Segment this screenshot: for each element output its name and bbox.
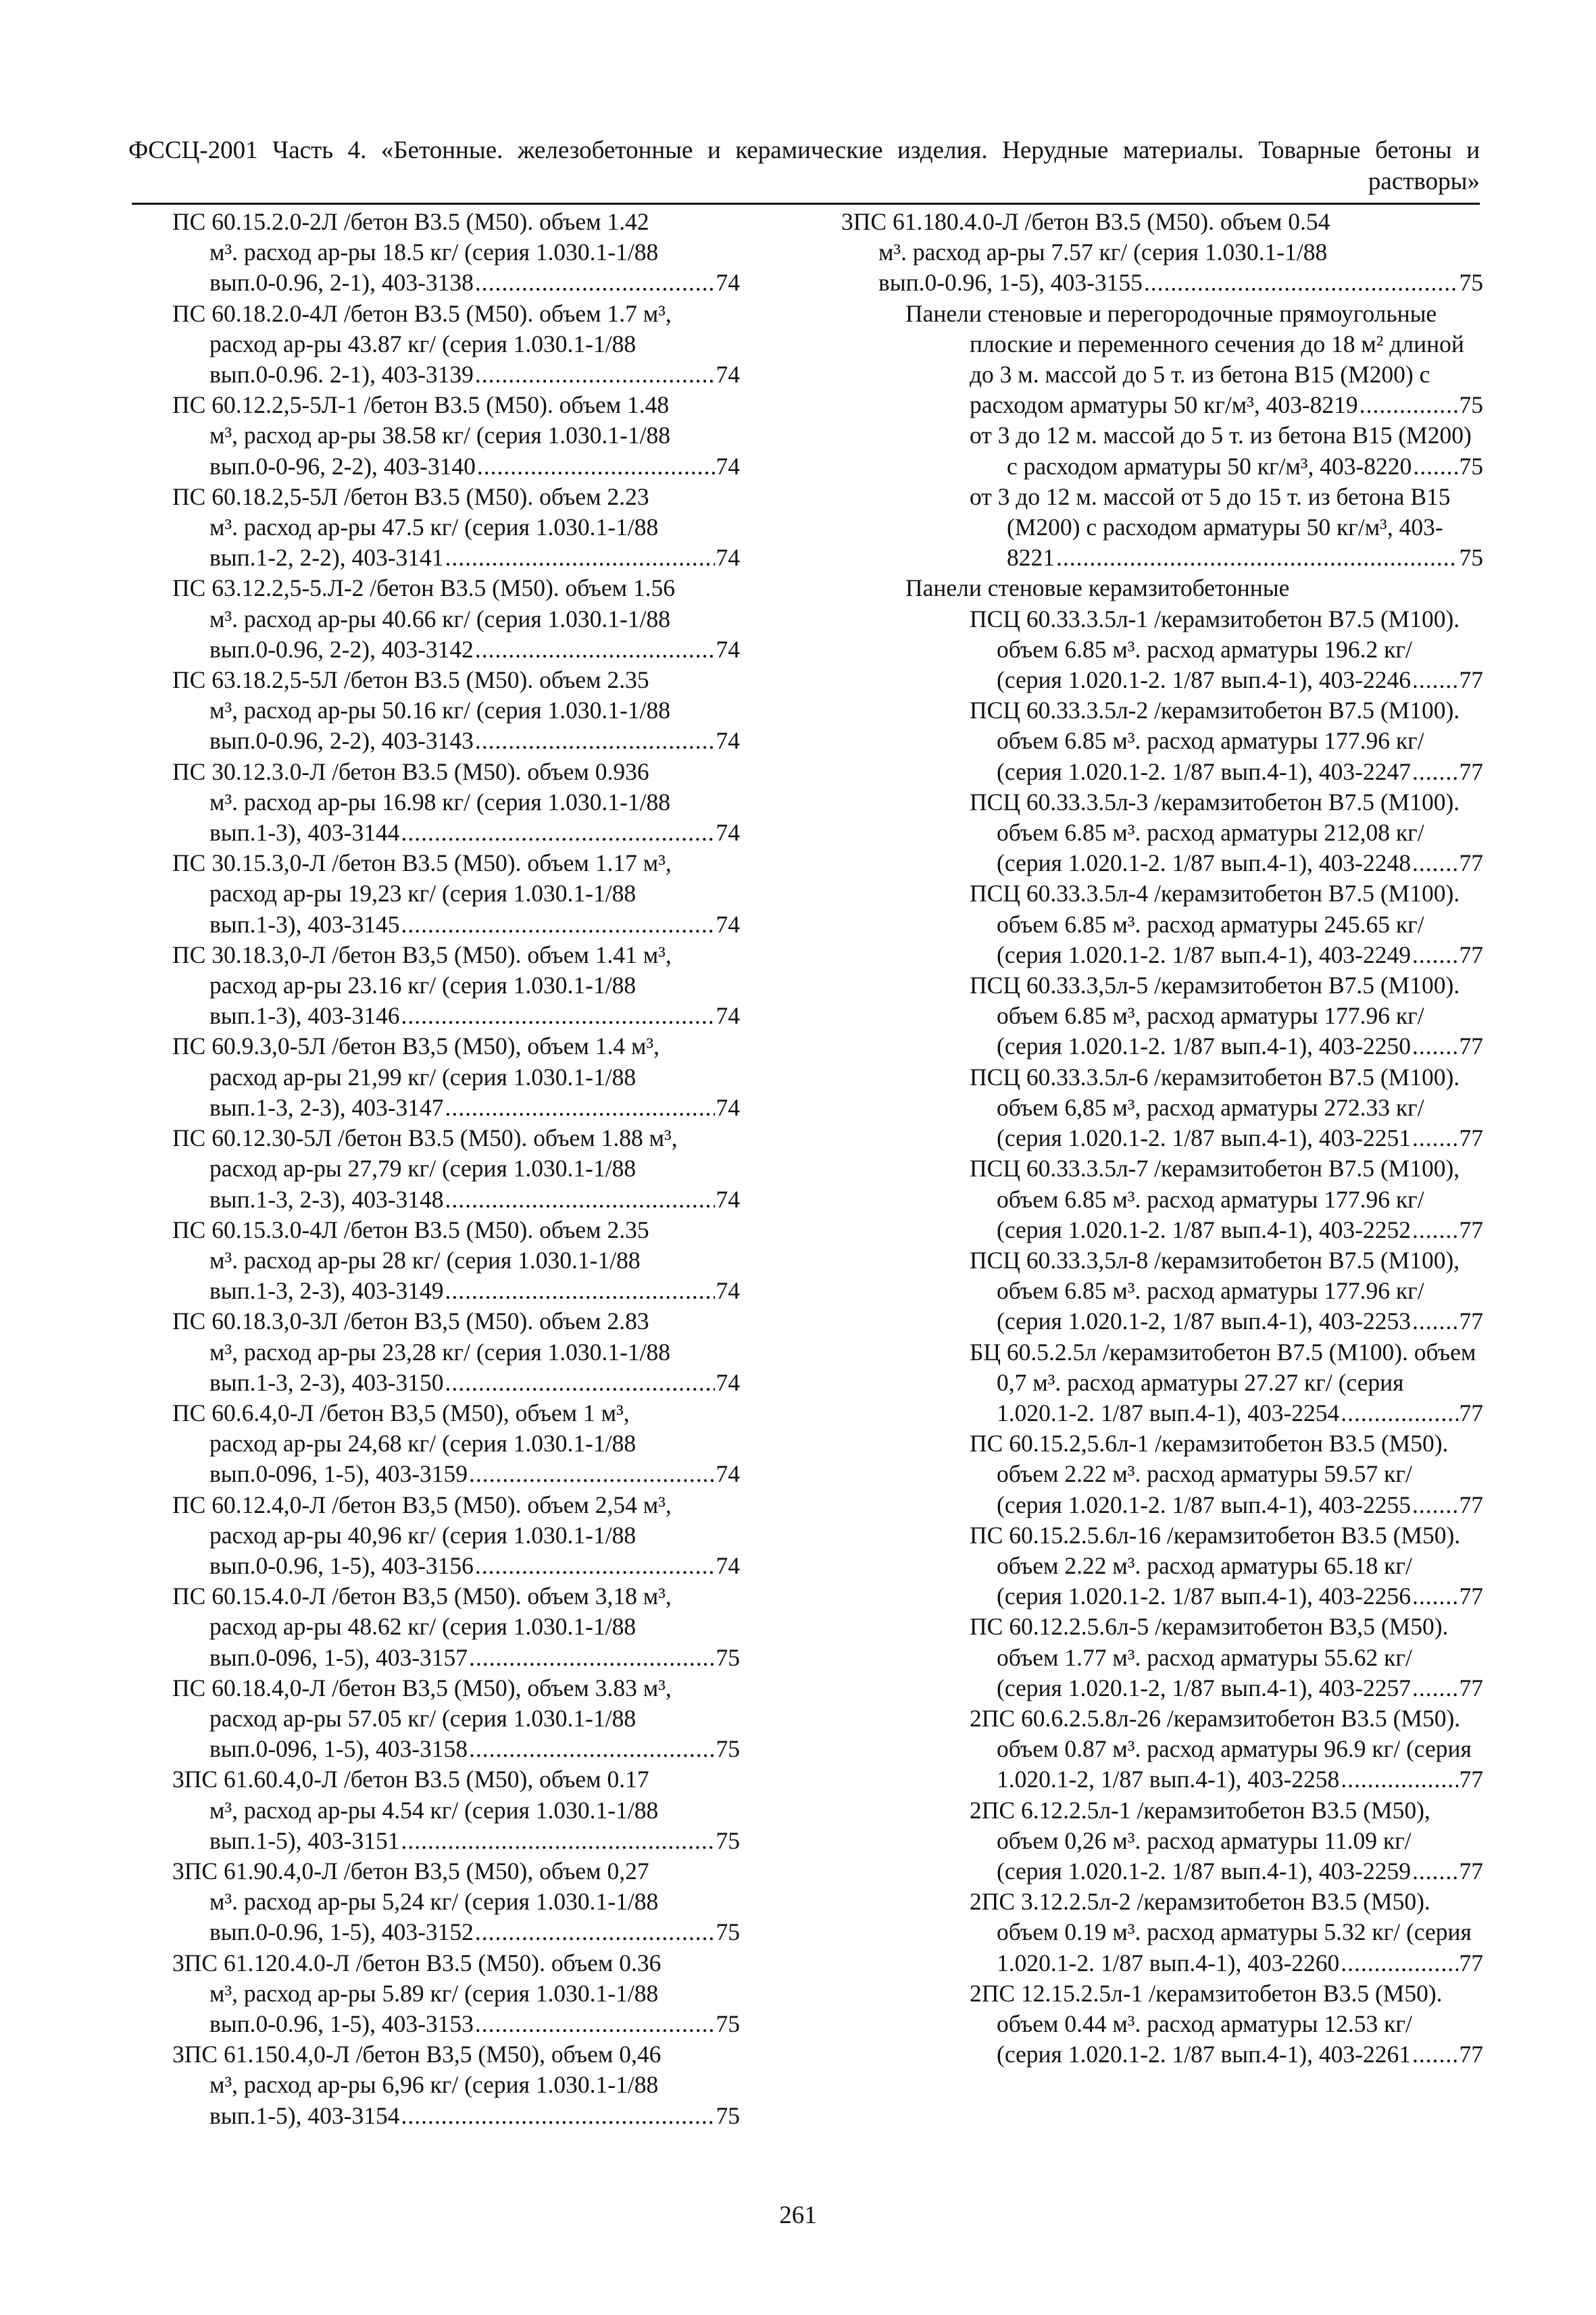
entry-last-line: (серия 1.020.1-2. 1/87 вып.4-1), 403-2252 — [997, 1216, 1411, 1243]
entry-leader-line — [970, 1764, 1483, 1795]
entry-page-ref: 74 — [716, 1093, 740, 1121]
dot-leader — [1412, 1581, 1458, 1612]
index-entry — [172, 1123, 740, 1215]
entry-page-ref: 74 — [716, 544, 740, 572]
entry-page-ref: 77 — [1459, 941, 1483, 968]
entry-line: от 3 до 12 м. массой от 5 до 15 т. из бетона В15 — [970, 482, 1451, 510]
section-heading: Панели стеновые керамзитобетонные — [905, 574, 1290, 602]
entry-leader-line — [970, 1581, 1483, 1612]
entry-leader-line — [172, 1734, 740, 1764]
entry-page-ref: 75 — [716, 1643, 740, 1671]
index-entry — [970, 1062, 1483, 1154]
entry-page-ref: 75 — [716, 1826, 740, 1854]
entry-leader-line — [172, 1276, 740, 1306]
entry-leader-line — [172, 818, 740, 848]
dot-leader — [1412, 848, 1458, 878]
entry-last-line: с расходом арматуры 50 кг/м³, 403-8220 — [1007, 452, 1412, 480]
entry-page-ref: 77 — [1459, 757, 1483, 785]
index-entry — [172, 848, 740, 940]
entry-line: 3ПС 61.90.4,0-Л /бетон В3,5 (М50), объем 0,27 — [172, 1857, 649, 1885]
entry-last-line: вып.0-096, 1-5), 403-3158 — [209, 1735, 468, 1763]
index-entry — [172, 1215, 740, 1307]
section-expanded-clay-panels — [841, 573, 1483, 2070]
dot-leader — [475, 726, 715, 756]
entry-line: объем 6.85 м³. расход арматуры 196.2 кг/ — [997, 635, 1412, 663]
entry-line: расход ар-ры 24,68 кг/ (серия 1.030.1-1/88 — [209, 1430, 637, 1458]
entry-last-line: (серия 1.020.1-2, 1/87 вып.4-1), 403-2253 — [997, 1308, 1411, 1335]
entry-last-line: 1.020.1-2. 1/87 вып.4-1), 403-2260 — [997, 1949, 1340, 1976]
entry-line: м³. расход ар-ры 7.57 кг/ (серия 1.030.1-1/88 — [878, 239, 1328, 266]
dot-leader — [1412, 665, 1458, 695]
entry-page-ref: 77 — [1459, 1583, 1483, 1610]
entry-leader-line — [970, 1490, 1483, 1520]
entry-last-line: (серия 1.020.1-2. 1/87 вып.4-1), 403-2250 — [997, 1032, 1411, 1060]
index-entry — [970, 695, 1483, 787]
entry-leader-line — [970, 940, 1483, 970]
heading-page-ref: 75 — [1459, 391, 1483, 419]
entry-line: м³. расход ар-ры 18.5 кг/ (серия 1.030.1-1/88 — [209, 239, 659, 266]
entry-line: ПС 30.12.3.0-Л /бетон В3.5 (М50). объем 0.936 — [172, 757, 649, 785]
entry-line: ПС 30.18.3,0-Л /бетон В3,5 (М50). объем 1.41 м³, — [172, 941, 672, 968]
entry-leader-line — [970, 1398, 1483, 1428]
entry-last-line: 1.020.1-2. 1/87 вып.4-1), 403-2254 — [997, 1399, 1340, 1426]
index-entry — [172, 1673, 740, 1765]
entry-last-line: (серия 1.020.1-2. 1/87 вып.4-1), 403-2256 — [997, 1583, 1411, 1610]
index-entry — [970, 1703, 1483, 1795]
entry-leader-line — [172, 1551, 740, 1581]
entry-last-line: вып.1-3, 2-3), 403-3149 — [209, 1277, 444, 1305]
dot-leader — [475, 359, 715, 390]
entry-page-ref: 77 — [1459, 1032, 1483, 1060]
index-entry — [970, 1428, 1483, 1520]
entry-line: 3ПС 61.180.4.0-Л /бетон В3.5 (М50). объем 0.54 — [841, 208, 1330, 235]
entry-line: м³, расход ар-ры 6,96 кг/ (серия 1.030.1-1/88 — [209, 2071, 659, 2099]
entry-line: объем 6.85 м³. расход арматуры 177.96 кг/ — [997, 727, 1424, 755]
index-entry — [172, 1856, 740, 1948]
section-wall-partition-panels — [841, 299, 1483, 574]
entry-last-line: вып.1-3, 2-3), 403-3147 — [209, 1093, 444, 1121]
entry-line: ПС 60.15.2,5.6л-1 /керамзитобетон В3.5 (М50). — [970, 1430, 1449, 1458]
entry-line: м³. расход ар-ры 5,24 кг/ (серия 1.030.1-1/88 — [209, 1888, 659, 1916]
index-entry — [970, 1887, 1483, 1978]
dot-leader — [401, 1001, 714, 1031]
entry-page-ref: 77 — [1459, 849, 1483, 877]
entry-page-ref: 75 — [716, 1918, 740, 1946]
entry-line: объем 6,85 м³, расход арматуры 272.33 кг/ — [997, 1093, 1424, 1121]
dot-leader — [1056, 543, 1458, 573]
index-entry — [172, 665, 740, 757]
index-entry — [172, 299, 740, 391]
entry-page-ref: 74 — [716, 361, 740, 389]
dot-leader — [401, 818, 714, 848]
entry-last-line: вып.0-0.96. 2-1), 403-3139 — [209, 361, 474, 389]
dot-leader — [469, 1459, 714, 1489]
index-entry — [172, 207, 740, 299]
entry-line: расход ар-ры 27,79 кг/ (серия 1.030.1-1/88 — [209, 1155, 637, 1183]
index-entry — [172, 1398, 740, 1490]
entry-last-line: вып.1-3), 403-3145 — [209, 910, 400, 938]
index-entry — [172, 1948, 740, 2040]
entry-last-line: вып.0-0.96, 2-1), 403-3138 — [209, 269, 474, 297]
dot-leader — [1412, 1856, 1458, 1887]
dot-leader — [445, 1093, 715, 1123]
entry-leader-line — [970, 665, 1483, 695]
entry-line: 0,7 м³. расход арматуры 27.27 кг/ (серия — [997, 1368, 1404, 1396]
entry-line: объем 6.85 м³. расход арматуры 177.96 кг/ — [997, 1277, 1424, 1305]
entry-line: расход ар-ры 40,96 кг/ (серия 1.030.1-1/88 — [209, 1521, 637, 1549]
index-entry — [172, 1306, 740, 1398]
entry-last-line: вып.1-3), 403-3144 — [209, 819, 400, 847]
entry-page-ref: 74 — [716, 452, 740, 480]
entry-line: от 3 до 12 м. массой до 5 т. из бетона В15 (М200) — [970, 422, 1472, 449]
entry-page-ref: 74 — [716, 1002, 740, 1030]
entry-last-line: (серия 1.020.1-2, 1/87 вып.4-1), 403-2257 — [997, 1674, 1411, 1701]
entry-last-line: вып.0-0.96, 1-5), 403-3155 — [878, 269, 1143, 297]
entry-last-line: вып.0-096, 1-5), 403-3159 — [209, 1460, 468, 1488]
entry-line: ПС 60.15.3.0-4Л /бетон В3.5 (М50). объем 2.35 — [172, 1216, 649, 1243]
index-entry — [970, 604, 1483, 696]
entry-last-line: (серия 1.020.1-2. 1/87 вып.4-1), 403-2251 — [997, 1124, 1411, 1152]
index-entry — [172, 757, 740, 849]
entry-line: ПСЦ 60.33.3.5л-2 /керамзитобетон В7.5 (М100). — [970, 697, 1460, 724]
index-entry — [172, 390, 740, 482]
entry-leader-line — [970, 1215, 1483, 1245]
entry-leader-line — [172, 1459, 740, 1489]
dot-leader — [445, 1276, 715, 1306]
index-entry — [970, 1153, 1483, 1245]
entry-page-ref: 75 — [716, 2010, 740, 2037]
entry-leader-line — [172, 634, 740, 665]
index-entry — [970, 1795, 1483, 1887]
entry-leader-line — [172, 1826, 740, 1856]
entry-line: ПС 60.15.2.0-2Л /бетон В3.5 (М50). объем 1.42 — [172, 208, 649, 235]
entry-last-line: вып.0-0.96, 1-5), 403-3156 — [209, 1551, 474, 1579]
entry-line: ПС 60.6.4,0-Л /бетон В3,5 (М50), объем 1 м³, — [172, 1399, 630, 1426]
entry-line: м³. расход ар-ры 28 кг/ (серия 1.030.1-1/88 — [209, 1246, 641, 1274]
index-entry — [172, 1764, 740, 1856]
dot-leader — [1412, 1490, 1458, 1520]
index-entry — [970, 1978, 1483, 2070]
entry-page-ref: 75 — [716, 1735, 740, 1763]
entry-page-ref: 77 — [1459, 1949, 1483, 1976]
entry-page-ref: 75 — [1459, 269, 1483, 297]
dot-leader — [1412, 940, 1458, 970]
entry-line: объем 0.19 м³. расход арматуры 5.32 кг/ (серия — [997, 1918, 1472, 1946]
entry-line: объем 0,26 м³. расход арматуры 11.09 кг/ — [997, 1826, 1412, 1854]
entry-line: объем 6.85 м³, расход арматуры 177.96 кг/ — [997, 1002, 1424, 1030]
entry-last-line: (серия 1.020.1-2. 1/87 вып.4-1), 403-2247 — [997, 757, 1411, 785]
entry-line: ПС 60.12.2,5-5Л-1 /бетон В3.5 (М50). объем 1.48 — [172, 391, 670, 419]
entry-line: ПСЦ 60.33.3.5л-1 /керамзитобетон В7.5 (М100). — [970, 605, 1460, 632]
entry-last-line: вып.1-2, 2-2), 403-3141 — [209, 544, 444, 572]
entry-line: объем 2.22 м³. расход арматуры 59.57 кг/ — [997, 1460, 1412, 1488]
index-entry — [172, 1581, 740, 1673]
entry-last-line: 8221 — [1007, 544, 1055, 572]
entry-leader-line — [172, 2009, 740, 2039]
entry-line: объем 0.44 м³. расход арматуры 12.53 кг/ — [997, 2010, 1412, 2037]
entry-last-line: вып.0-0.96, 1-5), 403-3153 — [209, 2010, 474, 2037]
entry-line: м³. расход ар-ры 16.98 кг/ (серия 1.030.1-1/88 — [209, 788, 670, 816]
heading-last-line: расходом арматуры 50 кг/м³, 403-8219 — [970, 391, 1358, 419]
entry-line: ПСЦ 60.33.3.5л-3 /керамзитобетон В7.5 (М100). — [970, 788, 1460, 816]
index-entry — [970, 1520, 1483, 1612]
entry-page-ref: 77 — [1459, 666, 1483, 694]
dot-leader — [1360, 390, 1458, 420]
entry-line: ПС 60.12.4,0-Л /бетон В3,5 (М50). объем 2,54 м³, — [172, 1491, 672, 1518]
entry-page-ref: 77 — [1459, 1491, 1483, 1518]
index-entry — [172, 573, 740, 665]
entry-line: ПСЦ 60.33.3.5л-7 /керамзитобетон В7.5 (М100), — [970, 1155, 1460, 1183]
left-column — [172, 207, 740, 2131]
entry-leader-line — [970, 848, 1483, 878]
dot-leader — [469, 1643, 714, 1673]
entry-line: ПС 60.12.30-5Л /бетон В3.5 (М50). объем 1.88 м³, — [172, 1124, 678, 1152]
entry-page-ref: 75 — [1459, 452, 1483, 480]
entry-last-line: вып.0-0-96, 2-2), 403-3140 — [209, 452, 476, 480]
entry-line: 2ПС 3.12.2.5л-2 /керамзитобетон В3.5 (М50). — [970, 1888, 1430, 1916]
entry-line: ПС 60.18.2.0-4Л /бетон В3.5 (М50). объем 1.7 м³, — [172, 299, 672, 327]
entry-line: 3ПС 61.150.4,0-Л /бетон В3,5 (М50), объем 0,46 — [172, 2041, 662, 2068]
dot-leader — [1412, 757, 1458, 787]
entry-line: ПС 63.12.2,5-5.Л-2 /бетон В3.5 (М50). объем 1.56 — [172, 574, 676, 602]
heading-line: до 3 м. массой до 5 т. из бетона В15 (М200) с — [970, 361, 1430, 389]
entry-last-line: (серия 1.020.1-2. 1/87 вып.4-1), 403-2248 — [997, 849, 1411, 877]
entry-line: (М200) с расходом арматуры 50 кг/м³, 403- — [1007, 514, 1443, 541]
entry-last-line: вып.1-3, 2-3), 403-3150 — [209, 1368, 444, 1396]
entry-page-ref: 77 — [1459, 1308, 1483, 1335]
entry-leader-line — [172, 726, 740, 756]
dot-leader — [1144, 268, 1458, 298]
heading-line: Панели стеновые и перегородочные прямоугольные — [905, 299, 1437, 327]
dot-leader — [475, 268, 715, 298]
entry-line: м³, расход ар-ры 50.16 кг/ (серия 1.030.1-1/88 — [209, 697, 670, 724]
section-heading — [905, 299, 1483, 421]
index-entry — [172, 482, 740, 574]
entry-page-ref: 74 — [716, 727, 740, 755]
dot-leader — [1341, 1948, 1457, 1978]
entry-last-line: (серия 1.020.1-2. 1/87 вып.4-1), 403-2246 — [997, 666, 1411, 694]
entry-line: ПС 30.15.3,0-Л /бетон В3.5 (М50). объем 1.17 м³, — [172, 849, 672, 877]
entry-leader-line — [841, 268, 1483, 298]
entry-line: м³, расход ар-ры 5.89 кг/ (серия 1.030.1-1/88 — [209, 1979, 659, 2007]
entry-line: 2ПС 6.12.2.5л-1 /керамзитобетон В3.5 (М50), — [970, 1796, 1430, 1824]
dot-leader — [445, 1185, 715, 1215]
section-entries — [905, 604, 1483, 2070]
entry-page-ref: 77 — [1459, 1674, 1483, 1701]
index-entry — [172, 1490, 740, 1582]
entry-line: м³, расход ар-ры 38.58 кг/ (серия 1.030.1-1/88 — [209, 422, 670, 449]
entry-page-ref: 74 — [716, 269, 740, 297]
right-top-entry — [841, 207, 1483, 299]
entry-leader-line — [172, 543, 740, 573]
dot-leader — [469, 1734, 714, 1764]
index-entry — [172, 1031, 740, 1123]
index-entry — [970, 482, 1483, 574]
entry-line: ПС 60.18.2,5-5Л /бетон В3.5 (М50). объем 2.23 — [172, 482, 649, 510]
entry-last-line: (серия 1.020.1-2. 1/87 вып.4-1), 403-2261 — [997, 2041, 1411, 2068]
entry-page-ref: 75 — [1459, 544, 1483, 572]
dot-leader — [475, 634, 715, 665]
dot-leader — [1341, 1764, 1457, 1795]
dot-leader — [475, 1551, 715, 1581]
entry-page-ref: 77 — [1459, 1399, 1483, 1426]
dot-leader — [401, 910, 714, 940]
running-header: ФССЦ-2001 Часть 4. «Бетонные. железобетонные и керамические изделия. Нерудные материалы. Товарные бетоны и растворы» — [128, 136, 1480, 195]
entry-line: ПСЦ 60.33.3.5л-6 /керамзитобетон В7.5 (М100). — [970, 1063, 1460, 1091]
heading-leader-line — [905, 390, 1483, 420]
dot-leader — [1412, 1673, 1458, 1703]
entry-line: расход ар-ры 21,99 кг/ (серия 1.030.1-1/88 — [209, 1063, 637, 1091]
entry-leader-line — [970, 451, 1483, 482]
dot-leader — [477, 451, 715, 482]
index-entry — [841, 207, 1483, 299]
entry-line: 3ПС 61.60.4,0-Л /бетон В3.5 (М50), объем 0.17 — [172, 1766, 649, 1793]
entry-last-line: (серия 1.020.1-2. 1/87 вып.4-1), 403-2249 — [997, 941, 1411, 968]
entry-line: объем 6.85 м³. расход арматуры 212,08 кг/ — [997, 819, 1424, 847]
entry-line: ПС 60.15.2.5.6л-16 /керамзитобетон В3.5 (М50). — [970, 1521, 1461, 1549]
entry-leader-line — [970, 1306, 1483, 1337]
entry-leader-line — [172, 2101, 740, 2131]
entry-leader-line — [970, 2039, 1483, 2070]
entry-line: м³, расход ар-ры 4.54 кг/ (серия 1.030.1-1/88 — [209, 1796, 659, 1824]
index-entry — [970, 878, 1483, 970]
dot-leader — [1413, 451, 1457, 482]
entry-page-ref: 74 — [716, 1551, 740, 1579]
entry-line: объем 1.77 м³. расход арматуры 55.62 кг/ — [997, 1643, 1412, 1671]
entry-last-line: вып.1-5), 403-3154 — [209, 2101, 400, 2129]
entry-leader-line — [172, 1001, 740, 1031]
entry-line: м³. расход ар-ры 40.66 кг/ (серия 1.030.1-1/88 — [209, 605, 670, 632]
dot-leader — [445, 1368, 715, 1398]
entry-line: м³. расход ар-ры 47.5 кг/ (серия 1.030.1-1/88 — [209, 514, 659, 541]
index-entry — [970, 1337, 1483, 1429]
entry-last-line: 1.020.1-2, 1/87 вып.4-1), 403-2258 — [997, 1766, 1340, 1793]
entry-line: ПС 63.18.2,5-5Л /бетон В3.5 (М50). объем 2.35 — [172, 666, 649, 694]
entry-page-ref: 75 — [716, 2101, 740, 2129]
dot-leader — [1412, 2039, 1458, 2070]
header-rule — [132, 203, 1480, 205]
entry-leader-line — [172, 1185, 740, 1215]
entry-line: объем 2.22 м³. расход арматуры 65.18 кг/ — [997, 1551, 1412, 1579]
entry-leader-line — [172, 451, 740, 482]
entry-last-line: вып.0-0.96, 2-2), 403-3142 — [209, 635, 474, 663]
page-number: 261 — [779, 2201, 817, 2229]
entry-page-ref: 77 — [1459, 1857, 1483, 1885]
entry-last-line: вып.0-096, 1-5), 403-3157 — [209, 1643, 468, 1671]
entry-leader-line — [172, 268, 740, 298]
index-entry — [970, 787, 1483, 879]
entry-last-line: (серия 1.020.1-2. 1/87 вып.4-1), 403-2259 — [997, 1857, 1411, 1885]
entry-leader-line — [970, 543, 1483, 573]
entry-line: ПС 60.18.4,0-Л /бетон В3,5 (М50), объем 3.83 м³, — [172, 1674, 672, 1701]
heading-line: плоские и переменного сечения до 18 м² длиной — [970, 330, 1464, 357]
entry-line: ПС 60.18.3,0-3Л /бетон В3,5 (М50). объем 2.83 — [172, 1308, 649, 1335]
entry-page-ref: 77 — [1459, 1766, 1483, 1793]
entry-line: ПСЦ 60.33.3,5л-5 /керамзитобетон В7.5 (М100). — [970, 972, 1460, 999]
dot-leader — [475, 1917, 715, 1947]
index-entry — [970, 1245, 1483, 1337]
dot-leader — [1412, 1306, 1458, 1337]
entry-line: 3ПС 61.120.4.0-Л /бетон В3.5 (М50). объем 0.36 — [172, 1949, 662, 1976]
dot-leader — [445, 543, 715, 573]
entry-leader-line — [172, 1917, 740, 1947]
entry-leader-line — [172, 910, 740, 940]
entry-line: ПС 60.12.2.5.6л-5 /керамзитобетон В3,5 (М50). — [970, 1613, 1449, 1641]
entry-leader-line — [970, 1123, 1483, 1153]
entry-line: объем 6.85 м³. расход арматуры 245.65 кг/ — [997, 910, 1424, 938]
entry-line: объем 0.87 м³. расход арматуры 96.9 кг/ (серия — [997, 1735, 1472, 1763]
entry-last-line: вып.1-3), 403-3146 — [209, 1002, 400, 1030]
entry-line: расход ар-ры 19,23 кг/ (серия 1.030.1-1/88 — [209, 880, 637, 907]
entry-leader-line — [970, 1948, 1483, 1978]
entry-page-ref: 74 — [716, 635, 740, 663]
entry-line: расход ар-ры 57.05 кг/ (серия 1.030.1-1/88 — [209, 1704, 637, 1732]
entry-page-ref: 74 — [716, 1277, 740, 1305]
entry-last-line: вып.0-0.96, 2-2), 403-3143 — [209, 727, 474, 755]
entry-leader-line — [970, 1031, 1483, 1062]
entry-leader-line — [172, 359, 740, 390]
entry-page-ref: 74 — [716, 1185, 740, 1213]
entry-line: ПСЦ 60.33.3,5л-8 /керамзитобетон В7.5 (М100), — [970, 1246, 1460, 1274]
right-column — [841, 207, 1483, 2070]
entry-leader-line — [970, 757, 1483, 787]
entry-line: м³, расход ар-ры 23,28 кг/ (серия 1.030.1-1/88 — [209, 1338, 670, 1366]
dot-leader — [401, 1826, 714, 1856]
entry-page-ref: 74 — [716, 819, 740, 847]
dot-leader — [1341, 1398, 1457, 1428]
entry-line: ПСЦ 60.33.3.5л-4 /керамзитобетон В7.5 (М100). — [970, 880, 1460, 907]
dot-leader — [1412, 1123, 1458, 1153]
entry-line: расход ар-ры 48.62 кг/ (серия 1.030.1-1/88 — [209, 1613, 637, 1641]
entry-line: ПС 60.15.4.0-Л /бетон В3,5 (М50). объем 3,18 м³, — [172, 1583, 672, 1610]
entry-line: объем 6.85 м³. расход арматуры 177.96 кг/ — [997, 1185, 1424, 1213]
entry-line: 2ПС 60.6.2.5.8л-26 /керамзитобетон В3.5 (М50). — [970, 1704, 1461, 1732]
entry-page-ref: 77 — [1459, 1124, 1483, 1152]
dot-leader — [1412, 1031, 1458, 1062]
entry-page-ref: 74 — [716, 1368, 740, 1396]
index-entry — [970, 970, 1483, 1062]
entry-page-ref: 74 — [716, 1460, 740, 1488]
index-entry — [172, 2039, 740, 2131]
index-entry — [970, 420, 1483, 481]
entry-page-ref: 74 — [716, 910, 740, 938]
entry-page-ref: 77 — [1459, 1216, 1483, 1243]
entry-leader-line — [970, 1673, 1483, 1703]
entry-line: расход ар-ры 23.16 кг/ (серия 1.030.1-1/88 — [209, 972, 637, 999]
entry-line: расход ар-ры 43.87 кг/ (серия 1.030.1-1/88 — [209, 330, 637, 357]
entry-leader-line — [172, 1643, 740, 1673]
entry-page-ref: 77 — [1459, 2041, 1483, 2068]
entry-last-line: (серия 1.020.1-2. 1/87 вып.4-1), 403-2255 — [997, 1491, 1411, 1518]
dot-leader — [475, 2009, 715, 2039]
entry-leader-line — [970, 1856, 1483, 1887]
entry-last-line: вып.1-3, 2-3), 403-3148 — [209, 1185, 444, 1213]
entry-line: ПС 60.9.3,0-5Л /бетон В3,5 (М50), объем 1.4 м³, — [172, 1032, 659, 1060]
index-entry — [970, 1612, 1483, 1703]
entry-last-line: вып.0-0.96, 1-5), 403-3152 — [209, 1918, 474, 1946]
entry-line: БЦ 60.5.2.5л /керамзитобетон В7.5 (М100). объем — [970, 1338, 1476, 1366]
entry-leader-line — [172, 1368, 740, 1398]
entry-leader-line — [172, 1093, 740, 1123]
index-entry — [172, 940, 740, 1032]
entry-last-line: вып.1-5), 403-3151 — [209, 1826, 400, 1854]
entry-line: 2ПС 12.15.2.5л-1 /керамзитобетон В3.5 (М50). — [970, 1979, 1443, 2007]
dot-leader — [401, 2101, 714, 2131]
dot-leader — [1412, 1215, 1458, 1245]
